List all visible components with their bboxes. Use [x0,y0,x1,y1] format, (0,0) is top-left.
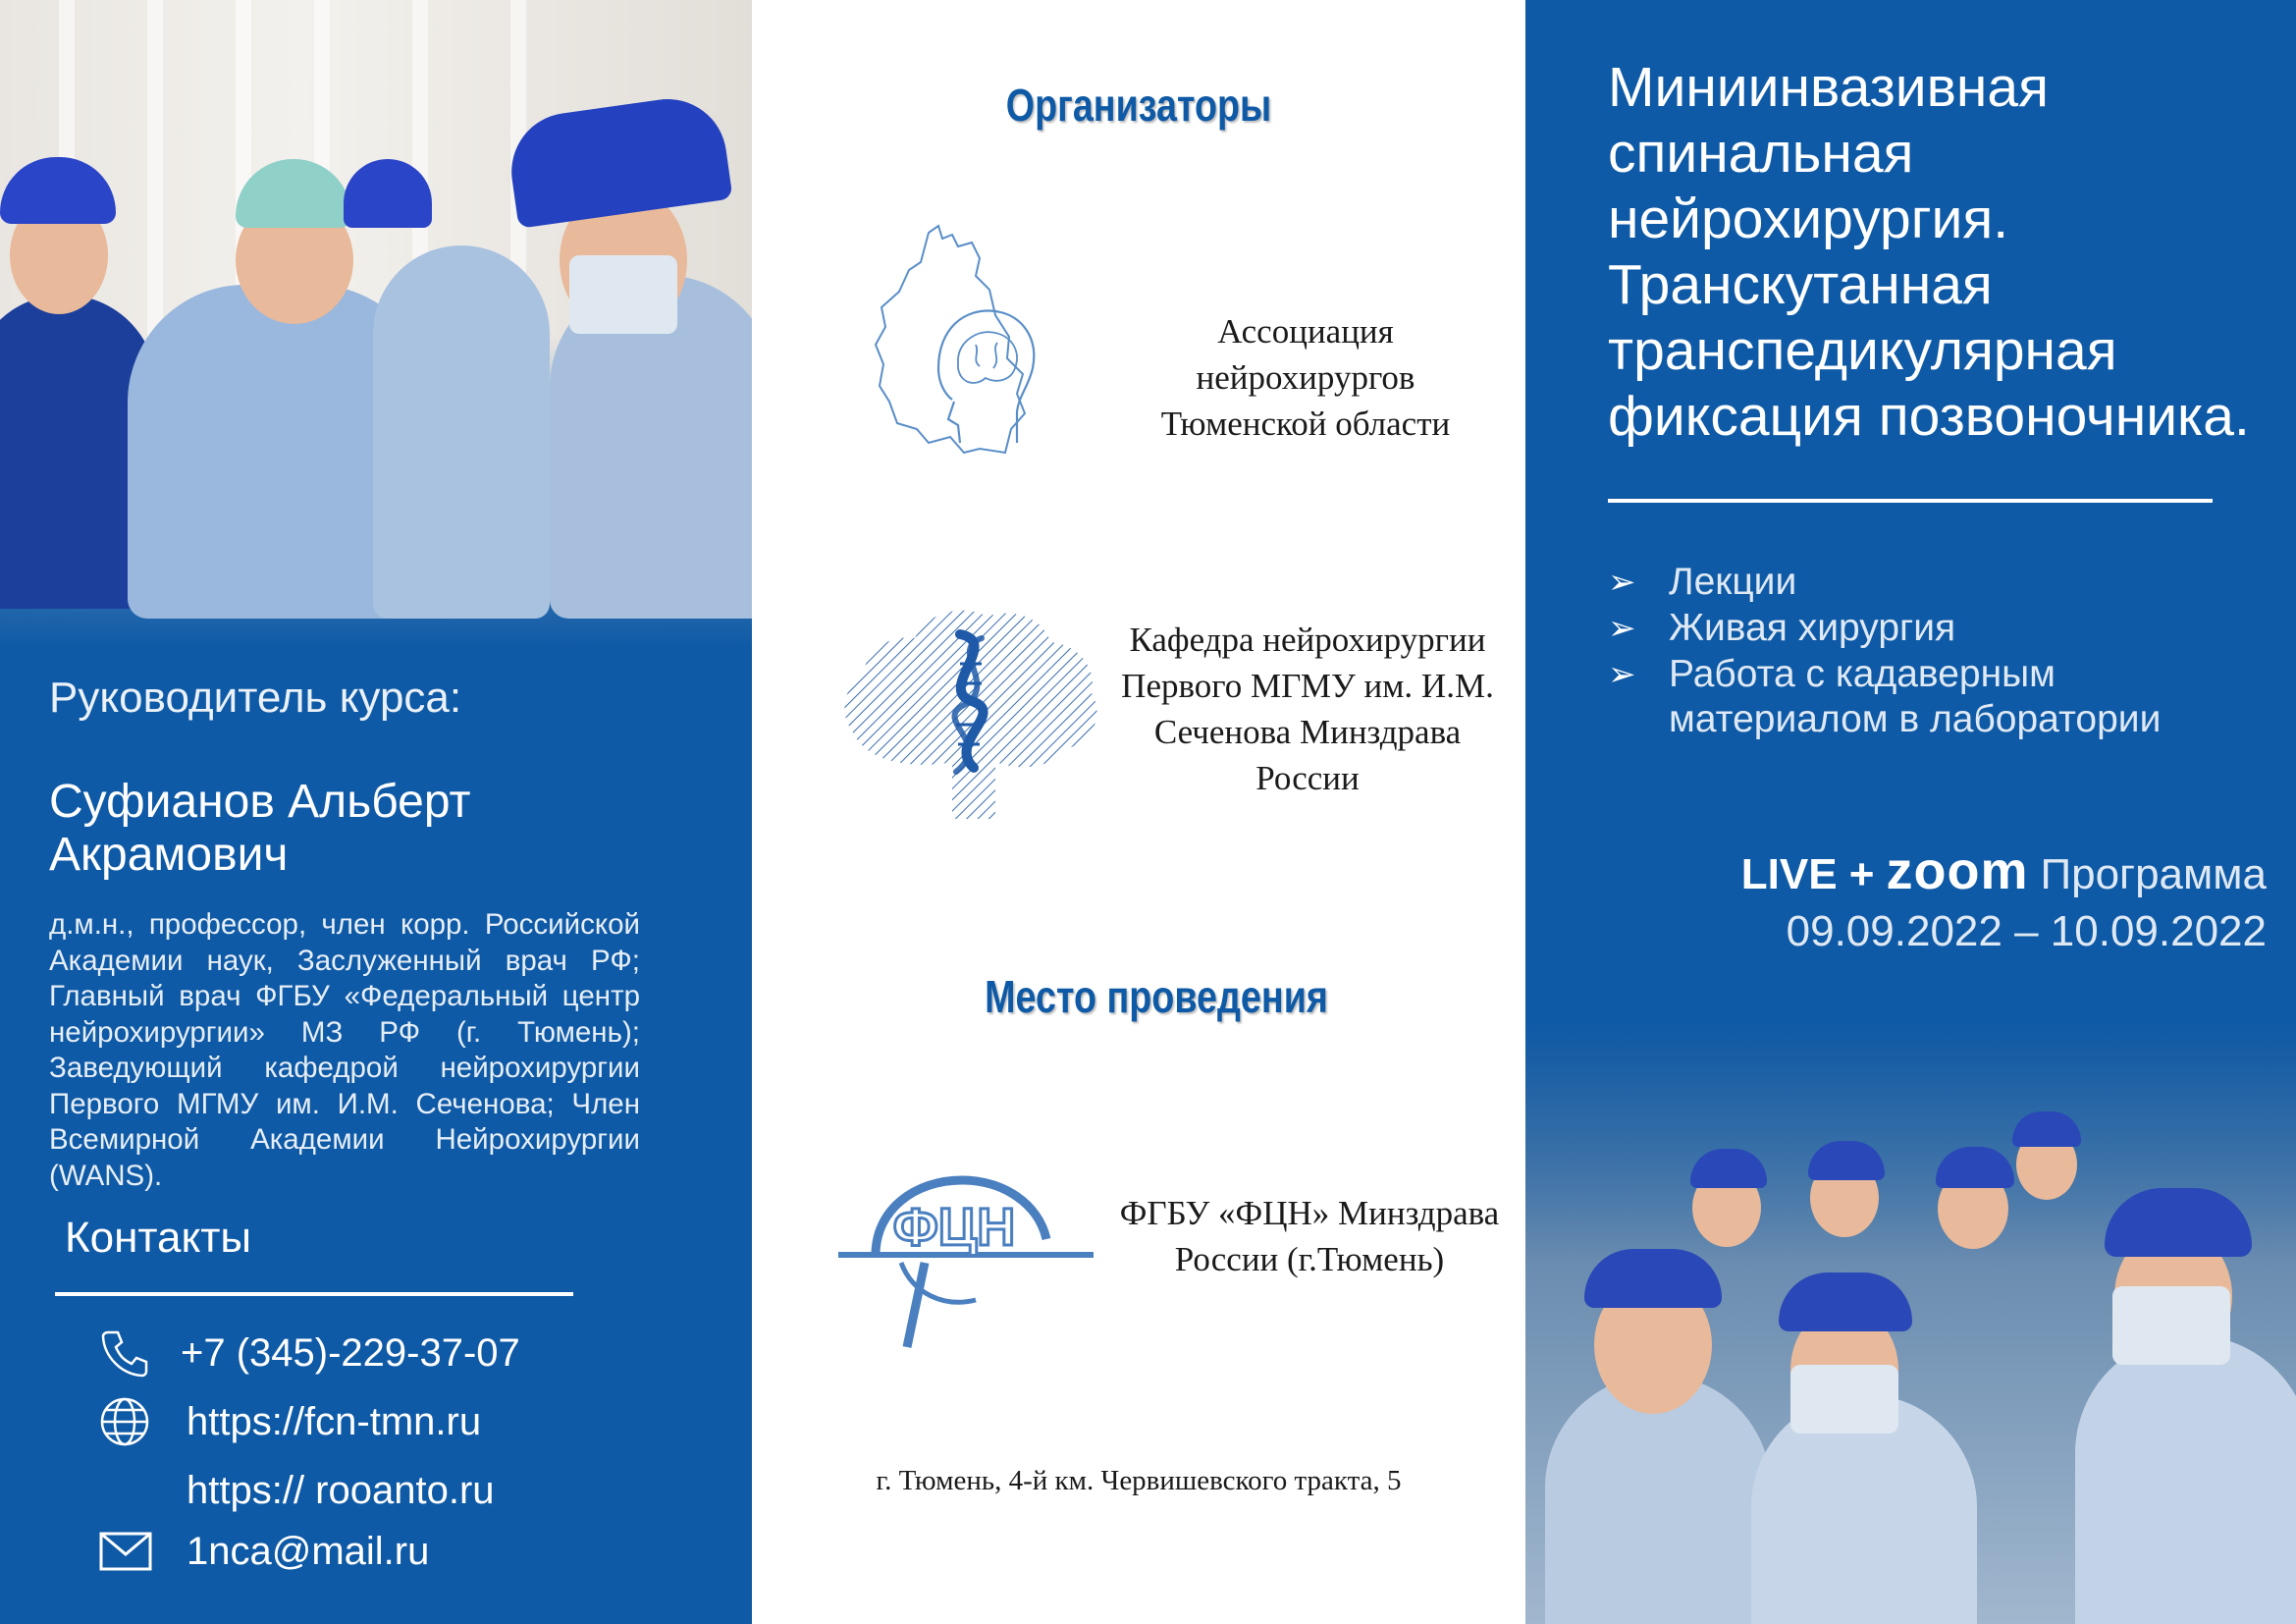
contacts-title: Контакты [65,1214,252,1262]
venue-address: г. Тюмень, 4-й км. Червишевского тракта, 5 [876,1465,1402,1496]
website-link-2[interactable]: https:// rooanto.ru [187,1468,495,1512]
surgeon-cap [1690,1149,1767,1188]
fcn-logo-text: ФЦН [892,1198,1016,1257]
website-link[interactable]: https://fcn-tmn.ru [187,1399,482,1443]
surgeon-cap [2105,1188,2252,1257]
arrow-bullet-icon: ➢ [1608,610,1636,647]
surgeon-cap [1584,1249,1722,1308]
surgeon-figure [2075,1335,2296,1624]
organizer-department: Кафедра нейрохирургии Первого МГМУ им. И.М. Сеченова Минздрава России [1121,621,1494,797]
audience-photo [1525,1021,2296,1624]
course-leader-label: Руководитель курса: [49,674,462,722]
live-label: LIVE + [1740,850,1875,898]
feature-item: ➢ Живая хирургия [1608,607,1956,649]
course-leader-name: Суфианов Альберт Акрамович [49,776,471,881]
surgeon-cap [504,91,732,229]
department-logo [834,595,1109,823]
course-features [1608,560,2275,743]
organizer-association: Ассоциация нейрохирургов Тюменской области [1160,312,1451,443]
surgeons-photo [0,0,752,648]
association-logo [870,221,1046,457]
arrow-bullet-icon: ➢ [1608,564,1636,601]
phone-number[interactable]: +7 (345)-229-37-07 [181,1330,520,1375]
feature-item: ➢ Работа с кадаверным материалом в лаборатории [1608,653,2162,740]
surgeon-cap [2012,1111,2081,1147]
zoom-logo: zoom [1886,841,2029,900]
contact-website[interactable] [98,1394,481,1449]
surgical-mask [2112,1286,2230,1365]
contacts-divider [55,1292,573,1296]
title-divider [1608,499,2213,503]
venue-name: ФГБУ «ФЦН» Минздрава России (г.Тюмень) [1119,1194,1500,1278]
middle-panel [752,0,1525,1624]
contact-email[interactable] [98,1524,429,1579]
fcn-logo [836,1164,1094,1351]
right-panel [1525,0,2296,1624]
course-dates: 09.09.2022 – 10.09.2022 [1786,907,2267,955]
organizers-heading: Организаторы [1005,80,1272,131]
surgical-mask [569,255,677,334]
globe-icon [98,1394,161,1449]
surgical-mask [1790,1365,1898,1434]
left-panel [0,0,752,1624]
format-line [1741,840,2267,901]
venue-heading: Место проведения [985,971,1328,1022]
surgeon-cap [236,159,351,228]
contact-phone[interactable] [98,1326,520,1380]
course-leader-bio: д.м.н., профессор, член корр. Российской Академии наук, Заслуженный врач РФ; Главный врач ФГБУ «Федеральный центр нейрохирургии» МЗ РФ (г. Тюмень); Заведующий кафедрой нейрохирургии Первого МГМУ им. И.М. Сеченова; Член Всемирной Академии Нейрохирургии (WANS). [49,908,640,1192]
surgeon-cap [0,157,116,224]
mail-icon [98,1524,161,1579]
surgeon-cap [1779,1272,1912,1331]
surgeon-figure [373,245,550,619]
surgeon-cap [1936,1147,2014,1188]
course-title: Миниинвазивная спинальная нейрохирургия. Транскутанная транспедикулярная фиксация позвоночника. [1608,56,2250,448]
feature-item: ➢ Лекции [1608,561,1797,603]
blind-stripe [147,0,163,353]
program-label: Программа [2040,850,2267,898]
email-link[interactable]: 1nca@mail.ru [187,1529,430,1573]
surgeon-cap [1808,1141,1885,1180]
phone-icon [98,1326,161,1380]
contact-website-2[interactable] [98,1463,495,1518]
arrow-bullet-icon: ➢ [1608,656,1636,693]
